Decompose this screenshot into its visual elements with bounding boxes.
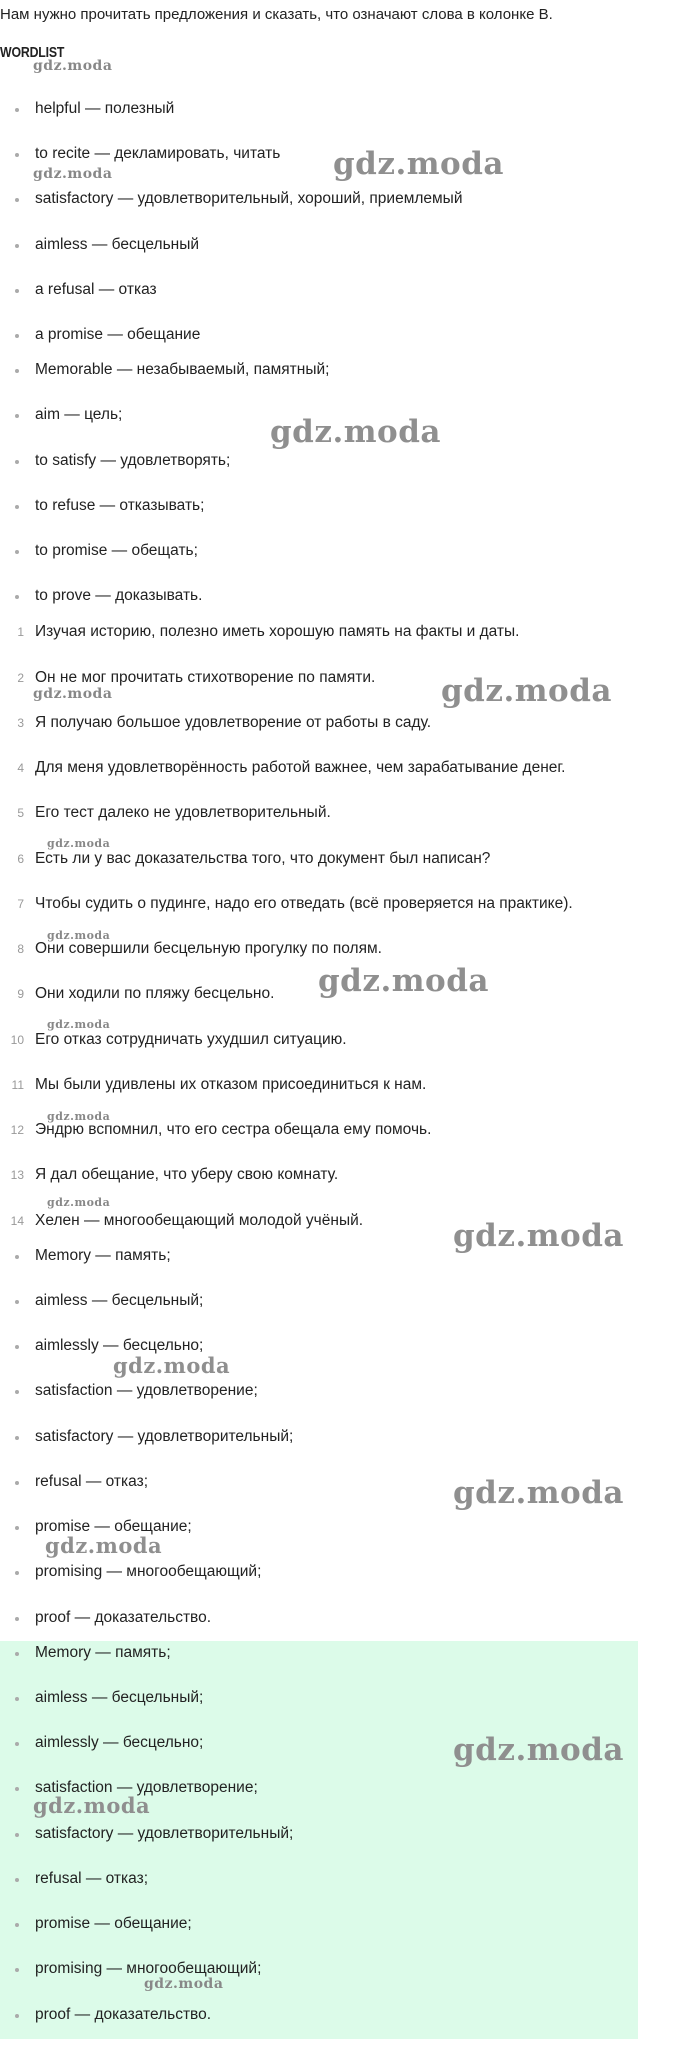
bullet-icon bbox=[15, 1968, 19, 1972]
bullet-icon bbox=[15, 108, 19, 112]
watermark-logo: gdz.moda bbox=[333, 146, 504, 182]
watermark-logo: gdz.moda bbox=[47, 837, 111, 850]
watermark-logo: gdz.moda bbox=[47, 1018, 111, 1031]
watermark-logo: gdz.moda bbox=[33, 686, 113, 702]
watermark-logo: gdz.moda bbox=[45, 1533, 163, 1558]
watermark-logo: gdz.moda bbox=[47, 1110, 111, 1123]
bullet-icon bbox=[15, 550, 19, 554]
bullet-icon bbox=[15, 334, 19, 338]
bullet-icon bbox=[15, 369, 19, 373]
bullet-icon bbox=[15, 198, 19, 202]
bullet-icon bbox=[15, 289, 19, 293]
intro-text: Нам нужно прочитать предложения и сказать, что означают слова в колонке B. bbox=[0, 6, 553, 23]
bullet-icon bbox=[15, 1571, 19, 1575]
watermark-logo: gdz.moda bbox=[453, 1475, 624, 1511]
bullet-icon bbox=[15, 244, 19, 248]
watermark-logo: gdz.moda bbox=[453, 1732, 624, 1768]
bullet-icon bbox=[15, 1742, 19, 1746]
watermark-logo: gdz.moda bbox=[47, 929, 111, 942]
bullet-icon bbox=[15, 595, 19, 599]
watermark-logo: gdz.moda bbox=[441, 673, 612, 709]
bullet-icon bbox=[15, 1390, 19, 1394]
bullet-icon bbox=[15, 460, 19, 464]
bullet-icon bbox=[15, 505, 19, 509]
watermark-logo: gdz.moda bbox=[33, 166, 113, 182]
bullet-icon bbox=[15, 1833, 19, 1837]
watermark-logo: gdz.moda bbox=[270, 414, 441, 450]
bullet-icon bbox=[15, 1923, 19, 1927]
bullet-icon bbox=[15, 1436, 19, 1440]
watermark-logo: gdz.moda bbox=[453, 1218, 624, 1254]
watermark-logo: gdz.moda bbox=[318, 963, 489, 999]
watermark-logo: gdz.moda bbox=[144, 1976, 224, 1992]
bullet-icon bbox=[15, 1787, 19, 1791]
bullet-icon bbox=[15, 1345, 19, 1349]
bullet-icon bbox=[15, 1300, 19, 1304]
bullet-icon bbox=[15, 1526, 19, 1530]
watermark-logo: gdz.moda bbox=[47, 1196, 111, 1209]
bullet-icon bbox=[15, 2014, 19, 2018]
bullet-icon bbox=[15, 1878, 19, 1882]
watermark-logo: gdz.moda bbox=[33, 1793, 151, 1818]
bullet-icon bbox=[15, 153, 19, 157]
watermark-logo: gdz.moda bbox=[33, 58, 113, 74]
wordlist-heading: WORDLIST bbox=[0, 44, 65, 61]
watermark-logo: gdz.moda bbox=[113, 1353, 231, 1378]
bullet-icon bbox=[15, 1617, 19, 1621]
bullet-icon bbox=[15, 1697, 19, 1701]
bullet-icon bbox=[15, 1255, 19, 1259]
bullet-icon bbox=[15, 1652, 19, 1656]
bullet-icon bbox=[15, 414, 19, 418]
bullet-icon bbox=[15, 1481, 19, 1485]
